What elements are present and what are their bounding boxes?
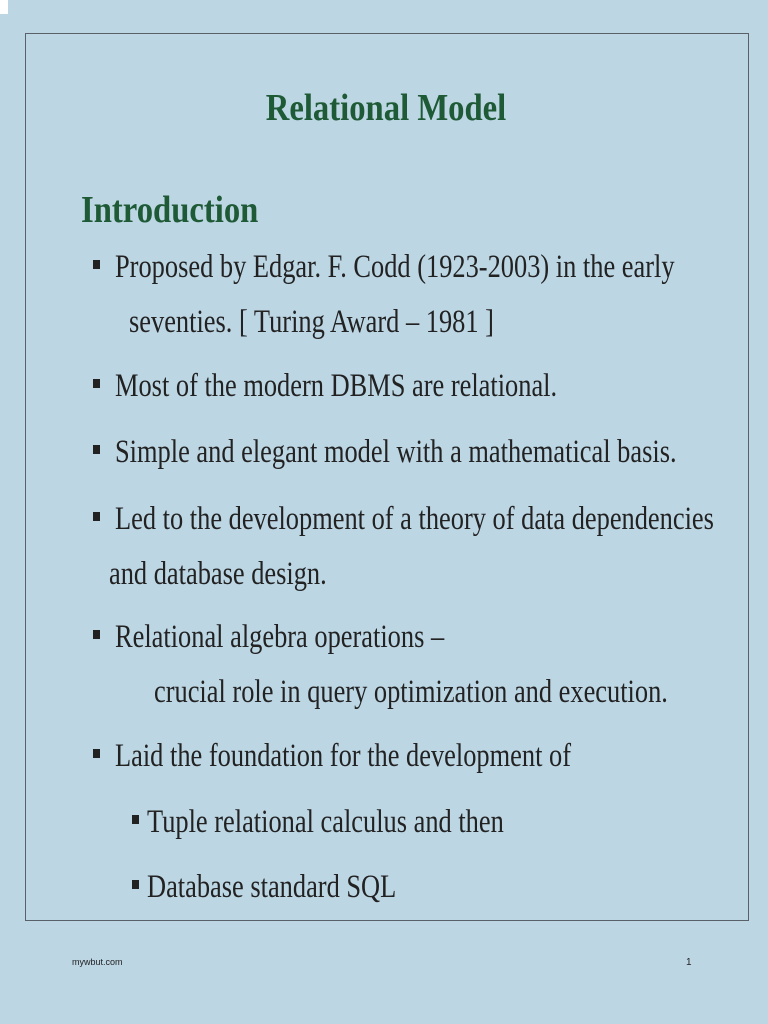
page-number: 1	[686, 957, 692, 968]
sub-bullet-text: Database standard SQL	[147, 869, 397, 905]
bullet-marker	[93, 749, 100, 758]
bullet-text: Simple and elegant model with a mathematical basis.	[115, 434, 677, 470]
bullet-marker	[93, 379, 100, 388]
bullet-marker	[93, 260, 100, 269]
bullet-marker	[93, 630, 100, 639]
section-heading: Introduction	[81, 189, 259, 231]
bullet-text-continuation: and database design.	[109, 556, 327, 592]
bullet-marker	[93, 512, 100, 521]
bullet-text: Laid the foundation for the development of	[115, 738, 571, 774]
sub-bullet-marker	[132, 880, 139, 889]
slide-frame	[25, 33, 749, 921]
bullet-text: Proposed by Edgar. F. Codd (1923-2003) in the early	[115, 249, 675, 285]
bullet-text-continuation: seventies. [ Turing Award – 1981 ]	[129, 304, 494, 340]
slide-title: Relational Model	[265, 87, 507, 129]
bullet-text: Led to the development of a theory of data dependencies	[115, 501, 714, 537]
sub-bullet-text: Tuple relational calculus and then	[147, 804, 504, 840]
bullet-text-continuation: crucial role in query optimization and execution.	[154, 674, 668, 710]
corner-mark	[0, 0, 8, 14]
bullet-text: Relational algebra operations –	[115, 619, 445, 655]
bullet-marker	[93, 445, 100, 454]
footer-source: mywbut.com	[72, 957, 123, 967]
sub-bullet-marker	[132, 815, 139, 824]
bullet-text: Most of the modern DBMS are relational.	[115, 368, 558, 404]
